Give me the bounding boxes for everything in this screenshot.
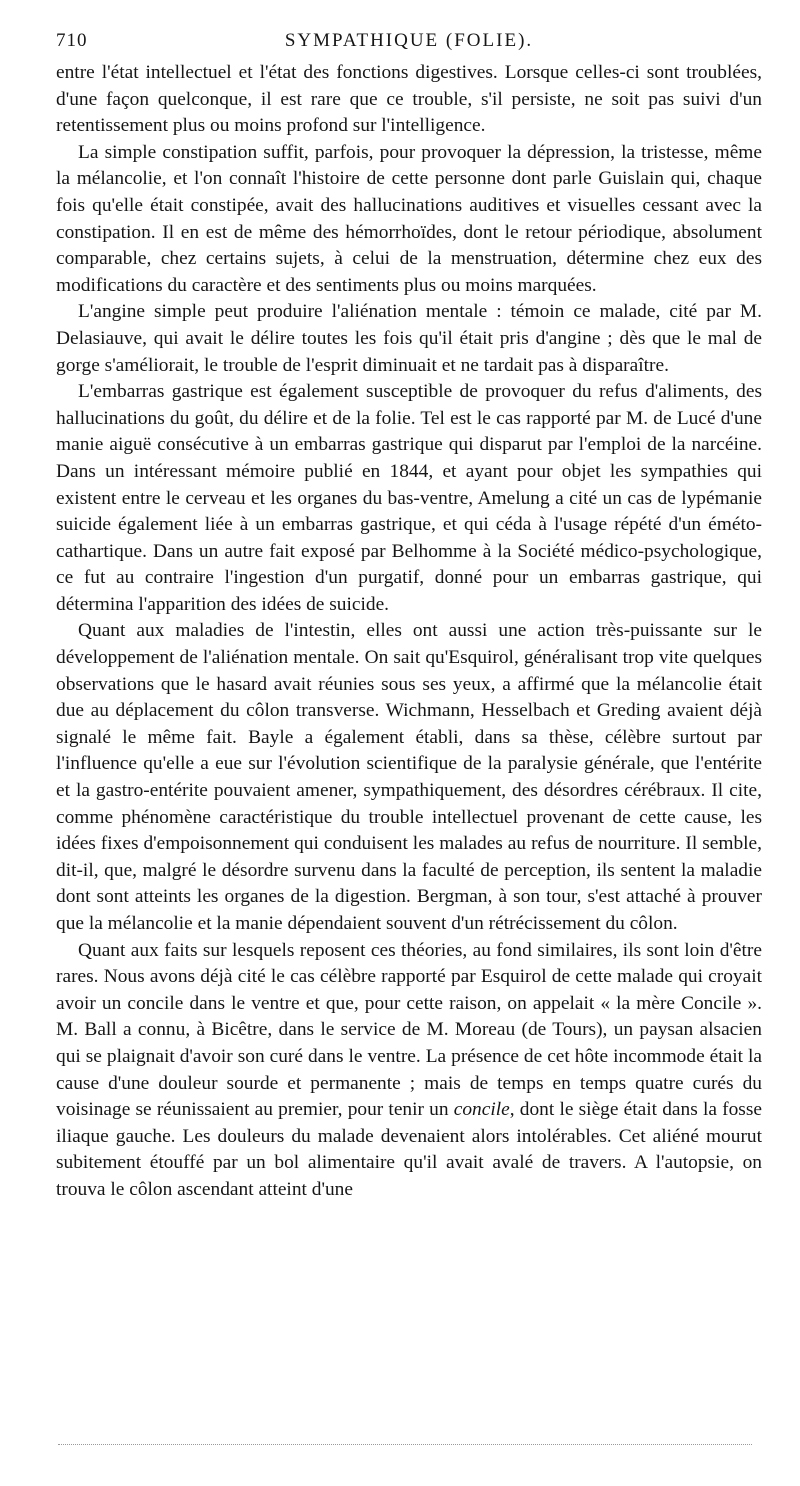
- paragraph-faits: [56, 938, 762, 1204]
- footer-dotted-rule: [58, 1444, 752, 1445]
- running-title: SYMPATHIQUE (FOLIE).: [284, 30, 534, 51]
- running-head: [56, 30, 762, 58]
- page-number: 710: [56, 30, 88, 51]
- paragraph-digestion: entre l'état intellectuel et l'état des fonctions digestives. Lorsque celles-ci sont troublées, d'une façon quelconque, il est rare que ce trouble, s'il persiste, ne soit pas suivi d'un retentissement plus ou moins profond sur l'intelligence.: [56, 62, 762, 137]
- paragraph-intestin: Quant aux maladies de l'intestin, elles ont aussi une action très-puissante sur le développement de l'aliénation mentale. On sait qu'Esquirol, généralisant trop vite quelques observations que le hasard avait réunies sous ses yeux, a affirmé que la mélancolie était due au déplacement du côlon transverse. Wichmann, Hesselbach et Greding avaient déjà signalé le même fait. Bayle a également établi, dans sa thèse, célèbre surtout par l'influence qu'elle a eue sur l'évolution scientifique de la paralysie générale, que l'entérite et la gastro-entérite pouvaient amener, sympathiquement, des désordres cérébraux. Il cite, comme phénomène caractéristique du trouble intellectuel provenant de cette cause, les idées fixes d'empoisonnement qui conduisent les malades au refus de nourriture. Il semble, dit-il, que, malgré le désordre survenu dans la faculté de perception, ils sentent la maladie dont sont atteints les organes de la digestion. Bergman, à son tour, s'est attaché à prouver que la mélancolie et la manie dépendaient souvent d'un rétrécissement du côlon.: [56, 620, 762, 934]
- italic-word-concile: concile: [453, 1099, 510, 1121]
- paragraph-embarras-gastrique: L'embarras gastrique est également susceptible de provoquer du refus d'aliments, des hallucinations du goût, du délire et de la folie. Tel est le cas rapporté par M. de Lucé d'une manie aiguë consécutive à un embarras gastrique qui disparut par l'emploi de la narcéine. Dans un intéressant mémoire publié en 1844, et ayant pour objet les sympathies qui existent entre le cerveau et les organes du bas-ventre, Amelung a cité un cas de lypémanie suicide également liée à un embarras gastrique, et qui céda à l'usage répété d'un éméto-cathartique. Dans un autre fait exposé par Belhomme à la Société médico-psychologique, ce fut au contraire l'ingestion d'un purgatif, donné pour un embarras gastrique, qui détermina l'apparition des idées de suicide.: [56, 381, 762, 615]
- paragraph-faits-text-end: , dont le siège était dans la fosse iliaque gauche. Les douleurs du malade devenaient alors intolérables. Cet aliéné mourut subitement étouffé par un bol alimentaire qu'il avait avalé de travers. A l'autopsie, on trouva le côlon ascendant atteint d'une: [56, 1099, 763, 1200]
- paragraph-constipation: La simple constipation suffit, parfois, pour provoquer la dépression, la tristesse, même la mélancolie, et l'on connaît l'histoire de cette personne dont parle Guislain qui, chaque fois qu'elle était constipée, avait des hallucinations auditives et visuelles cessant avec la constipation. Il en est de même des hémorrhoïdes, dont le retour périodique, absolument comparable, chez certains sujets, à celui de la menstruation, détermine chez eux des modifications du caractère et des sentiments plus ou moins marquées.: [56, 141, 762, 296]
- paragraph-faits-text: Quant aux faits sur lesquels reposent ces théories, au fond similaires, ils sont loin d'être rares. Nous avons déjà cité le cas célèbre rapporté par Esquirol de cette malade qui croyait avoir un concile dans le ventre et que, pour cette raison, on appelait « la mère Concile ». M. Ball a connu, à Bicêtre, dans le service de M. Moreau (de Tours), un paysan alsacien qui se plaignait d'avoir son curé dans le ventre. La présence de cet hôte incommode était la cause d'une douleur sourde et permanente ; mais de temps en temps quatre curés du voisinage se réunissaient au premier, pour tenir un: [56, 939, 762, 1121]
- paragraph-angine: L'angine simple peut produire l'aliénation mentale : témoin ce malade, cité par M. Delasiauve, qui avait le délire toutes les fois qu'il était pris d'angine ; dès que le mal de gorge s'améliorait, le trouble de l'esprit diminuait et ne tardait pas à disparaître.: [56, 301, 762, 376]
- book-page: [56, 30, 762, 1204]
- body-text: [56, 60, 762, 1204]
